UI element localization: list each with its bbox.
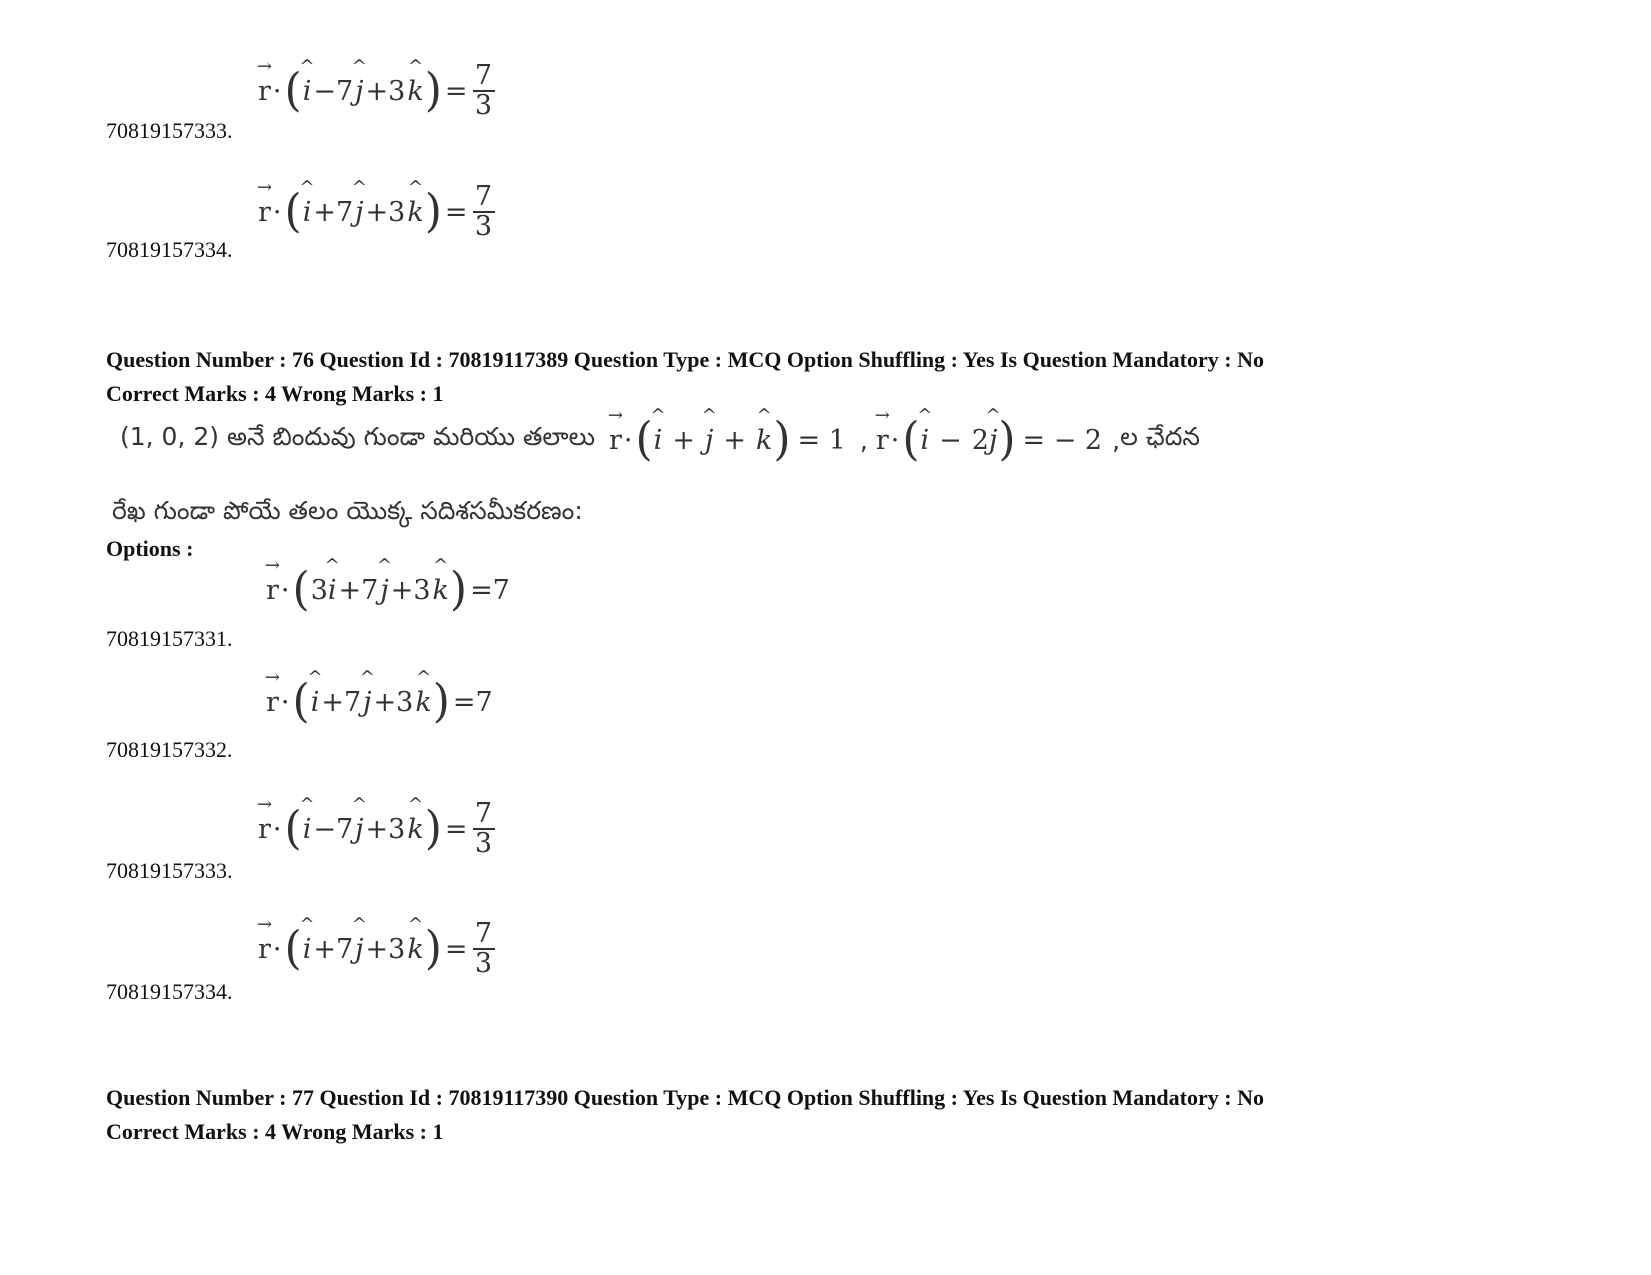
plane-equation-1: → r · ( ^ i + ^ j + ^ k ) = 1	[607, 404, 846, 467]
unit-vector-i: ^ i	[299, 176, 315, 228]
option-id: 70819157333.	[106, 858, 233, 883]
fraction: $\frac{7}{3}$	[473, 183, 495, 242]
option-formula: → r · ( ^ i +7 ^ j +3 ^ k ) =7	[264, 666, 493, 729]
question-header-76: Question Number : 76 Question Id : 70819117389 Question Type : MCQ Option Shuffling : Yes Is Question Mandatory : No Correct Marks : 4 Wrong Marks : 1	[106, 347, 1264, 406]
plane-equation-2: → r · ( ^ i − 2 ^ j ) = − 2	[874, 404, 1103, 467]
option-id: 70819157334.	[106, 979, 233, 1004]
option-id: 70819157331.	[106, 626, 233, 651]
option-id: 70819157333.	[106, 118, 233, 143]
unit-vector-k: ^ k	[407, 176, 424, 228]
unit-vector-k: ^ k	[407, 55, 424, 107]
fraction: $\frac{7}{3}$	[473, 62, 495, 121]
option-formula: → r · ( ^ i −7 ^ j +3 ^ k ) = $\frac{7}{3}$	[258, 800, 495, 859]
options-label: Options :	[106, 536, 194, 561]
option-id: 70819157332.	[106, 737, 233, 762]
unit-vector-j: ^ j	[351, 176, 367, 228]
question-header-77: Question Number : 77 Question Id : 70819117390 Question Type : MCQ Option Shuffling : Yes Is Question Mandatory : No Correct Marks : 4 Wrong Marks : 1	[106, 1085, 1264, 1144]
question-stem-line2: రేఖ గుండా పోయే తలం యొక్క సదిశసమీకరణం:	[112, 496, 583, 525]
option-id: 70819157334.	[106, 237, 233, 262]
vector-r: → r	[256, 176, 272, 228]
option-formula: → r · ( ^ i −7 ^ j +3 ^ k ) = $\frac{7}{3}$	[258, 62, 495, 121]
unit-vector-i: ^ i	[299, 55, 315, 107]
question-stem-line1: (1, 0, 2) అనే బిందువు గుండా మరియు తలాలు → r · ( ^ i + ^ j + ^ k ) = 1 , → r · ( ^ i − 2 ^ j ) = − 2 , ల ఛేదన	[120, 404, 1200, 467]
option-formula: → r · ( 3 ^ i +7 ^ j +3 ^ k ) =7	[264, 554, 510, 617]
option-formula: → r · ( ^ i +7 ^ j +3 ^ k ) = $\frac{7}{3}$	[258, 183, 495, 242]
vector-r: → r	[256, 55, 272, 107]
option-formula: → r · ( ^ i +7 ^ j +3 ^ k ) = $\frac{7}{3}$	[258, 920, 495, 979]
unit-vector-j: ^ j	[351, 55, 367, 107]
